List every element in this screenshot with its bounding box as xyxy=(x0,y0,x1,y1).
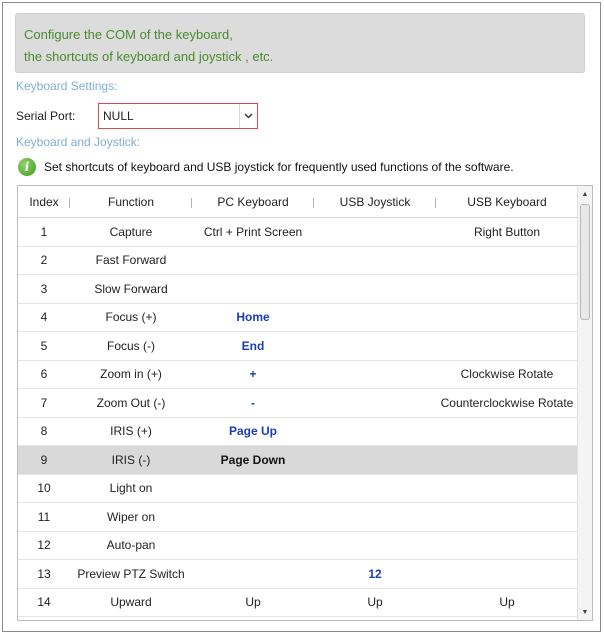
cell-index[interactable]: 13 xyxy=(37,566,51,581)
serial-port-row xyxy=(16,103,258,129)
column-header-usb-keyboard[interactable]: USB Keyboard xyxy=(436,186,578,218)
cell-pc-keyboard[interactable]: Up xyxy=(245,595,261,610)
cell-index[interactable]: 11 xyxy=(37,509,51,524)
cell-index[interactable]: 10 xyxy=(37,481,51,496)
cell-usb-keyboard[interactable]: Up xyxy=(499,595,515,610)
serial-port-label: Serial Port: xyxy=(16,109,76,123)
table-row[interactable] xyxy=(18,247,578,276)
cell-index[interactable]: 5 xyxy=(40,338,48,353)
cell-function[interactable]: Slow Forward xyxy=(94,281,168,296)
keyboard-settings-panel xyxy=(2,2,601,632)
info-box xyxy=(15,13,585,73)
cell-pc-keyboard[interactable]: End xyxy=(241,338,265,353)
cell-function[interactable]: Zoom Out (-) xyxy=(96,395,166,410)
cell-index[interactable]: 12 xyxy=(37,538,51,553)
keyboard-joystick-title: Keyboard and Joystick: xyxy=(16,135,141,149)
vertical-scrollbar[interactable] xyxy=(577,186,592,620)
cell-pc-keyboard[interactable]: + xyxy=(249,367,257,382)
column-header-index[interactable]: Index xyxy=(18,186,70,218)
column-header-function[interactable]: Function xyxy=(70,186,192,218)
chevron-down-icon[interactable] xyxy=(239,104,257,128)
cell-index[interactable]: 7 xyxy=(40,395,48,410)
table-row[interactable] xyxy=(18,503,578,532)
cell-index[interactable]: 9 xyxy=(40,452,48,467)
cell-index[interactable]: 4 xyxy=(40,310,48,325)
arrow-up-icon[interactable]: ▲ xyxy=(581,190,589,198)
cell-index[interactable]: 1 xyxy=(40,224,48,239)
cell-function[interactable]: Wiper on xyxy=(106,509,156,524)
cell-function[interactable]: Light on xyxy=(109,481,153,496)
table-row[interactable] xyxy=(18,361,578,390)
table-row[interactable] xyxy=(18,589,578,618)
cell-function[interactable]: IRIS (+) xyxy=(110,424,152,439)
table-row[interactable] xyxy=(18,332,578,361)
table-row[interactable] xyxy=(18,275,578,304)
cell-function[interactable]: IRIS (-) xyxy=(111,452,151,467)
cell-function[interactable]: Focus (-) xyxy=(107,338,155,353)
cell-index[interactable]: 6 xyxy=(40,367,48,382)
table-row[interactable] xyxy=(18,560,578,589)
cell-usb-keyboard[interactable]: Clockwise Rotate xyxy=(460,367,554,382)
arrow-down-icon[interactable]: ▼ xyxy=(581,608,589,616)
cell-function[interactable]: Zoom in (+) xyxy=(100,367,162,382)
table-body xyxy=(18,218,578,617)
cell-index[interactable]: 8 xyxy=(40,424,48,439)
serial-port-value: NULL xyxy=(103,109,134,123)
keyboard-settings-title: Keyboard Settings: xyxy=(16,79,118,93)
cell-index[interactable]: 3 xyxy=(40,281,48,296)
cell-index[interactable]: 2 xyxy=(40,253,48,268)
table-row[interactable] xyxy=(18,532,578,561)
table-row[interactable] xyxy=(18,389,578,418)
cell-function[interactable]: Upward xyxy=(110,595,152,610)
info-line-2: the shortcuts of keyboard and joystick , etc. xyxy=(24,49,274,64)
info-line-1: Configure the COM of the keyboard, xyxy=(24,27,233,42)
cell-function[interactable]: Focus (+) xyxy=(105,310,157,325)
table-row[interactable] xyxy=(18,418,578,447)
cell-function[interactable]: Capture xyxy=(109,224,153,239)
table-row[interactable] xyxy=(18,475,578,504)
cell-function[interactable]: Preview PTZ Switch xyxy=(77,566,185,581)
table-row[interactable] xyxy=(18,304,578,333)
cell-function[interactable]: Fast Forward xyxy=(95,253,167,268)
tip-text: Set shortcuts of keyboard and USB joystick for frequently used functions of the software. xyxy=(44,160,514,174)
cell-pc-keyboard[interactable]: Page Down xyxy=(220,452,286,467)
cell-usb-joystick[interactable]: 12 xyxy=(368,566,382,581)
cell-pc-keyboard[interactable]: Home xyxy=(236,310,270,325)
column-header-pc-keyboard[interactable]: PC Keyboard xyxy=(192,186,314,218)
serial-port-select[interactable] xyxy=(98,103,258,129)
cell-function[interactable]: Auto-pan xyxy=(106,538,156,553)
scrollbar-thumb[interactable] xyxy=(580,204,590,320)
cell-index[interactable]: 14 xyxy=(37,595,51,610)
column-header-usb-joystick[interactable]: USB Joystick xyxy=(314,186,436,218)
table-row[interactable] xyxy=(18,218,578,247)
shortcut-table xyxy=(17,185,593,621)
cell-pc-keyboard[interactable]: Ctrl + Print Screen xyxy=(203,224,303,239)
cell-usb-keyboard[interactable]: Counterclockwise Rotate xyxy=(440,395,574,410)
tip-row xyxy=(18,158,514,176)
table-row[interactable] xyxy=(18,446,578,475)
table-header xyxy=(18,186,578,218)
cell-pc-keyboard[interactable]: Page Up xyxy=(228,424,277,439)
info-icon: i xyxy=(18,158,36,176)
cell-usb-joystick[interactable]: Up xyxy=(367,595,383,610)
cell-pc-keyboard[interactable]: - xyxy=(251,395,255,410)
cell-usb-keyboard[interactable]: Right Button xyxy=(473,224,541,239)
